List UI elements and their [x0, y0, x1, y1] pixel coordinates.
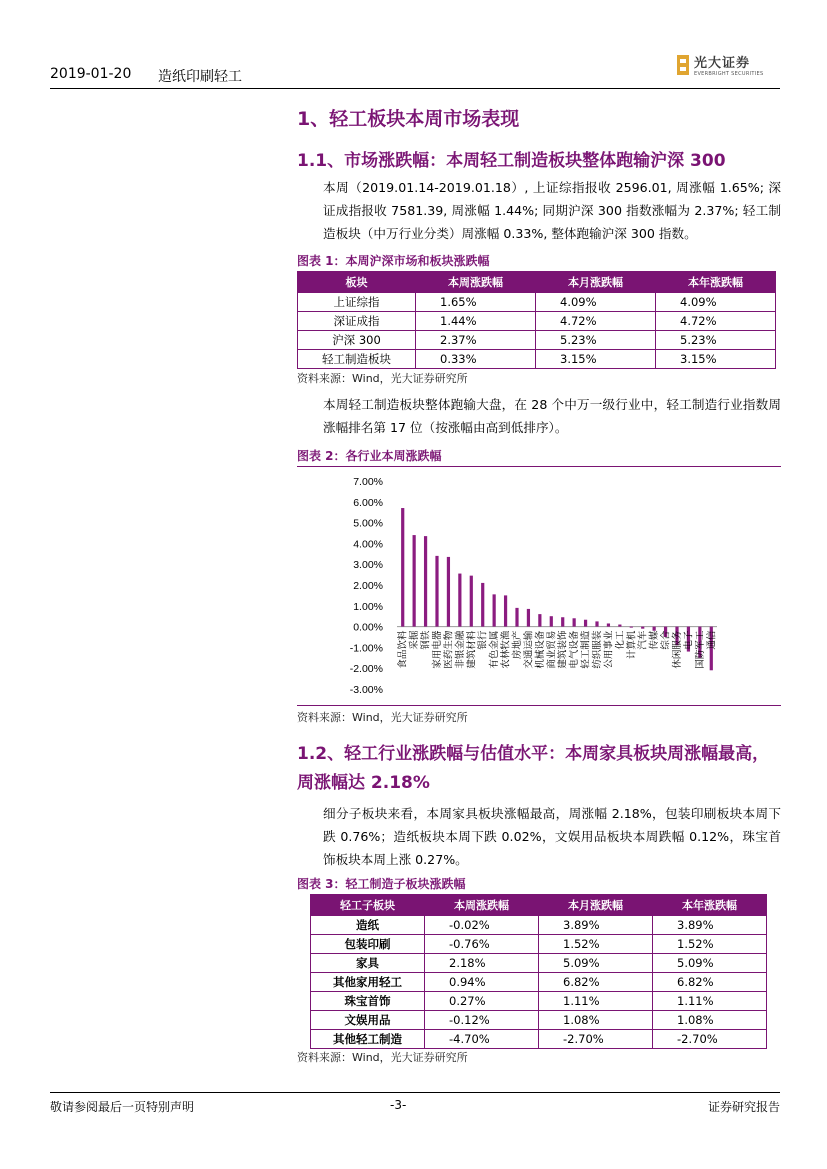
table-cell: 0.27% [425, 992, 539, 1011]
table-cell: 4.72% [656, 312, 776, 331]
table-cell: 5.23% [536, 331, 656, 350]
x-category-label: 电子 [683, 630, 695, 650]
y-tick-label: 6.00% [353, 496, 383, 509]
table-cell: 轻工制造板块 [298, 350, 416, 369]
chart-bar [641, 627, 644, 629]
chart-bar [515, 608, 518, 627]
x-category-label: 农林牧渔 [500, 630, 512, 669]
chart-bar [630, 627, 633, 628]
table-cell: 1.52% [653, 935, 767, 954]
x-category-label: 钢铁 [420, 630, 432, 650]
table-row [311, 973, 767, 992]
table-cell: 3.15% [656, 350, 776, 369]
table-header: 本月涨跌幅 [539, 895, 653, 916]
x-category-label: 综合 [660, 630, 672, 650]
y-tick-label: -2.00% [349, 663, 383, 676]
paragraph-1 [297, 176, 781, 245]
table-row [311, 935, 767, 954]
industry-chart-container [297, 466, 781, 706]
chart-bar [504, 595, 507, 626]
table-header: 本周涨跌幅 [416, 272, 536, 293]
report-date: 2019-01-20 [50, 66, 132, 82]
chart-bar [458, 574, 461, 627]
table-cell: 3.15% [536, 350, 656, 369]
chart-bar [527, 609, 530, 627]
chart-bar [493, 594, 496, 626]
y-tick-label: 4.00% [353, 538, 383, 551]
industry-bar-chart [297, 467, 781, 705]
table-cell: 5.09% [539, 954, 653, 973]
company-logo [676, 52, 776, 82]
table-cell: 6.82% [539, 973, 653, 992]
x-category-label: 公用事业 [603, 630, 615, 669]
table-row [298, 350, 776, 369]
table-1-caption: 图表 1：本周沪深市场和板块涨跌幅 [297, 254, 490, 268]
x-category-label: 计算机 [626, 630, 638, 660]
x-category-label: 商业贸易 [546, 630, 558, 669]
table-3-caption: 图表 3：轻工制造子板块涨跌幅 [297, 877, 466, 891]
x-category-label: 银行 [477, 630, 489, 650]
table-cell: 其他家用轻工 [311, 973, 425, 992]
table-cell: -0.02% [425, 916, 539, 935]
table-row [311, 954, 767, 973]
logo-cn: 光大证券 [694, 56, 751, 71]
y-tick-label: -1.00% [349, 642, 383, 655]
table-row [311, 1030, 767, 1049]
table-header: 板块 [298, 272, 416, 293]
x-category-label: 采掘 [409, 630, 421, 650]
paragraph-3 [297, 802, 781, 871]
table-cell: 深证成指 [298, 312, 416, 331]
y-tick-label: 3.00% [353, 559, 383, 572]
table-cell: 1.44% [416, 312, 536, 331]
table-3-source: 资料来源：Wind，光大证券研究所 [297, 1051, 468, 1064]
table-cell: 1.08% [653, 1011, 767, 1030]
y-tick-label: 2.00% [353, 580, 383, 592]
paragraph-2 [297, 393, 781, 439]
table-cell: -0.12% [425, 1011, 539, 1030]
footer-divider [50, 1092, 780, 1093]
table-cell: 其他轻工制造 [311, 1030, 425, 1049]
table-cell: 4.09% [656, 293, 776, 312]
table-header: 本年涨跌幅 [653, 895, 767, 916]
chart-bar [447, 557, 450, 627]
table-cell: 4.09% [536, 293, 656, 312]
x-category-label: 汽车 [637, 630, 649, 650]
y-tick-label: 0.00% [353, 621, 383, 634]
chart-bar [470, 576, 473, 627]
table-row [298, 331, 776, 350]
industry-name: 造纸印刷轻工 [158, 69, 242, 85]
table-cell: 家具 [311, 954, 425, 973]
table-header: 本年涨跌幅 [656, 272, 776, 293]
table-cell: 2.18% [425, 954, 539, 973]
x-category-label: 化工 [614, 630, 626, 650]
table-cell: 3.89% [539, 916, 653, 935]
x-category-label: 纺织服装 [592, 630, 603, 669]
page-number: -3- [390, 1098, 407, 1112]
x-category-label: 轻工制造 [580, 630, 592, 669]
table-cell: 1.65% [416, 293, 536, 312]
x-category-label: 家用电器 [432, 630, 443, 669]
table-header: 本月涨跌幅 [536, 272, 656, 293]
table-cell: 4.72% [536, 312, 656, 331]
x-category-label: 非银金融 [454, 630, 466, 669]
section-1-title: 1、轻工板块本周市场表现 [297, 108, 520, 130]
table-cell: 0.33% [416, 350, 536, 369]
paragraph-2-text: 本周轻工制造板块整体跑输大盘，在 28 个中万一级行业中，轻工制造行业指数周涨幅排名第 17 位（按涨幅由高到低排序）。 [323, 397, 781, 435]
chart-source: 资料来源：Wind，光大证券研究所 [297, 711, 468, 724]
y-tick-label: -3.00% [349, 684, 383, 696]
logo-en: EVERBRIGHT SECURITIES [694, 71, 764, 77]
table-cell: 上证综指 [298, 293, 416, 312]
table-row [298, 293, 776, 312]
table-cell: 3.89% [653, 916, 767, 935]
x-category-label: 有色金属 [489, 630, 501, 669]
x-category-label: 国防军工 [694, 630, 706, 669]
table-cell: 1.11% [539, 992, 653, 1011]
table-cell: 文娱用品 [311, 1011, 425, 1030]
table-cell: 0.94% [425, 973, 539, 992]
chart-bar [653, 627, 656, 631]
disclaimer-note: 敬请参阅最后一页特别声明 [50, 1100, 195, 1114]
table-cell: -2.70% [653, 1030, 767, 1049]
table-row [311, 1011, 767, 1030]
section-1-1-title: 1.1、市场涨跌幅：本周轻工制造板块整体跑输沪深 300 [297, 151, 726, 171]
chart-bar [413, 535, 416, 627]
x-category-label: 通信 [706, 630, 718, 650]
x-category-label: 食品饮料 [397, 630, 409, 669]
chart-bar [584, 620, 587, 627]
table-cell: 6.82% [653, 973, 767, 992]
sub-sector-table [310, 894, 767, 1049]
chart-bar [573, 618, 576, 626]
x-category-label: 休闲服务 [672, 630, 683, 669]
market-performance-table [297, 271, 776, 369]
chart-bar [401, 508, 404, 627]
x-category-label: 医药生物 [443, 630, 455, 669]
paragraph-1-text: 本周（2019.01.14-2019.01.18）, 上证综指报收 2596.01, 周涨幅 1.65%; 深证成指报收 7581.39, 周涨幅 1.44%; 同期沪深 300 指数涨幅为 2.37%; 轻工制造板块（中万行业分类）周涨幅 0.33%, 整体跑输沪深 300 指数。 [323, 180, 781, 241]
x-category-label: 传媒 [649, 630, 661, 650]
table-row [311, 916, 767, 935]
chart-bar [550, 616, 553, 626]
table-row [311, 992, 767, 1011]
x-category-label: 建筑装饰 [557, 630, 569, 669]
table-cell: -0.76% [425, 935, 539, 954]
table-cell: 沪深 300 [298, 331, 416, 350]
y-tick-label: 5.00% [353, 517, 383, 530]
chart-bar [538, 614, 541, 626]
chart-bar [607, 623, 610, 626]
paragraph-3-text: 细分子板块来看，本周家具板块涨幅最高，周涨幅 2.18%，包装印刷板块本周下跌 0.76%；造纸板块本周下跌 0.02%，文娱用品板块本周跌幅 0.12%，珠宝首饰板块本周上涨 0.27%。 [323, 806, 781, 867]
table-cell: 造纸 [311, 916, 425, 935]
table-1-source: 资料来源：Wind，光大证券研究所 [297, 372, 468, 385]
table-cell: 5.23% [656, 331, 776, 350]
y-tick-label: 1.00% [353, 600, 383, 613]
header-divider [50, 88, 780, 89]
table-cell: 1.08% [539, 1011, 653, 1030]
table-cell: -4.70% [425, 1030, 539, 1049]
chart-caption: 图表 2：各行业本周涨跌幅 [297, 449, 442, 463]
x-category-label: 交通运输 [523, 630, 535, 669]
table-cell: 1.11% [653, 992, 767, 1011]
table-header: 本周涨跌幅 [425, 895, 539, 916]
section-1-2-title: 1.2、轻工行业涨跌幅与估值水平：本周家具板块周涨幅最高，周涨幅达 2.18% [297, 744, 770, 793]
table-cell: 珠宝首饰 [311, 992, 425, 1011]
x-category-label: 房地产 [512, 630, 523, 660]
chart-bar [618, 625, 621, 627]
table-cell: 1.52% [539, 935, 653, 954]
chart-bar [481, 583, 484, 627]
chart-bar [561, 617, 564, 626]
chart-bar [595, 621, 598, 626]
chart-bar [435, 556, 438, 627]
logo-mark-icon [676, 54, 690, 76]
y-tick-label: 7.00% [353, 476, 383, 488]
table-cell: 2.37% [416, 331, 536, 350]
x-category-label: 电气设备 [569, 630, 581, 669]
page-header [50, 56, 780, 85]
table-cell: 包装印刷 [311, 935, 425, 954]
x-category-label: 机械设备 [534, 630, 546, 669]
chart-bar [424, 536, 427, 626]
table-header: 轻工子板块 [311, 895, 425, 916]
report-type: 证券研究报告 [707, 1100, 780, 1114]
table-cell: -2.70% [539, 1030, 653, 1049]
table-row [298, 312, 776, 331]
x-category-label: 建筑材料 [466, 630, 478, 669]
table-cell: 5.09% [653, 954, 767, 973]
